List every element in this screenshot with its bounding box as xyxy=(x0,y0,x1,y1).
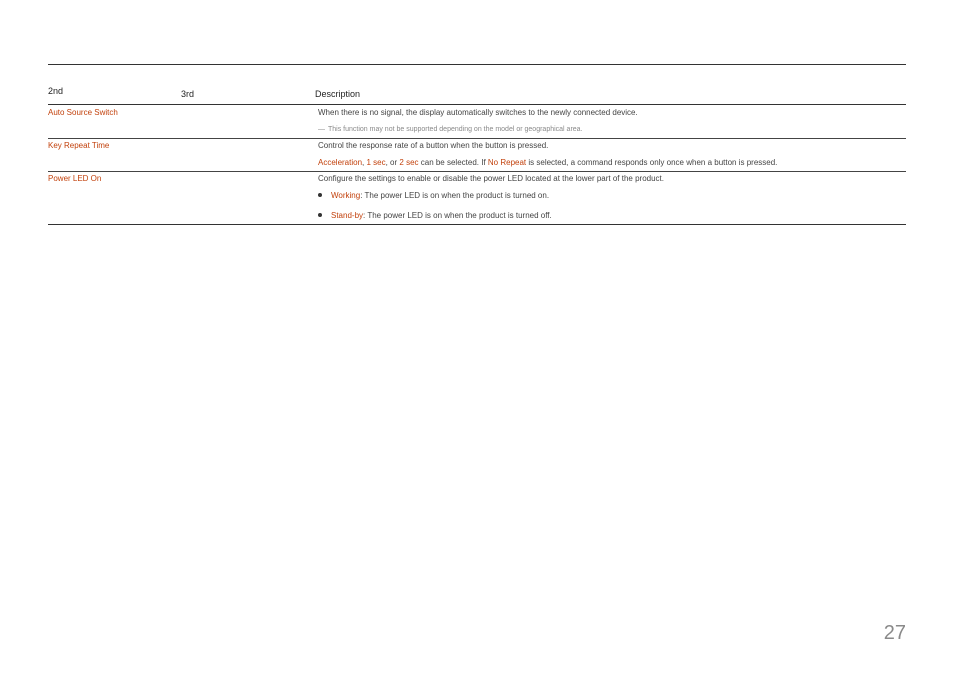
description-key-repeat-time: Control the response rate of a button when the button is pressed. xyxy=(318,141,549,150)
option-no-repeat: No Repeat xyxy=(487,158,527,167)
header-col-description: Description xyxy=(315,89,361,99)
note-auto-source-switch xyxy=(318,125,583,134)
header-col-3rd: 3rd xyxy=(181,89,195,99)
option-2-sec: 2 sec xyxy=(399,158,419,167)
bullet-dot-icon xyxy=(318,213,322,217)
options-sep-1: , xyxy=(362,158,367,167)
header-col-2nd: 2nd xyxy=(48,86,64,96)
option-1-sec: 1 sec xyxy=(366,158,386,167)
options-key-repeat-time xyxy=(318,158,777,168)
note-text: This function may not be supported depending on the model or geographical area. xyxy=(328,126,583,133)
options-mid: can be selected. If xyxy=(418,158,488,167)
options-sep-2: , or xyxy=(385,158,400,167)
note-mark-icon: ― xyxy=(318,126,325,133)
menu-item-auto-source-switch: Auto Source Switch xyxy=(48,108,118,117)
bullet-text-standby: : The power LED is on when the product is turned off. xyxy=(363,211,552,220)
options-tail: is selected, a command responds only once when a button is pressed. xyxy=(526,158,778,167)
bullet-dot-icon xyxy=(318,193,322,197)
table-bottom-rule xyxy=(48,224,906,225)
table-top-rule xyxy=(48,64,906,65)
bullet-working xyxy=(318,191,549,201)
bullet-text-working: : The power LED is on when the product is turned on. xyxy=(360,191,550,200)
description-auto-source-switch: When there is no signal, the display automatically switches to the newly connected device. xyxy=(318,108,638,117)
page-number: 27 xyxy=(883,622,906,644)
option-acceleration: Acceleration xyxy=(318,158,363,167)
bullet-label-working: Working xyxy=(331,191,361,200)
bullet-standby xyxy=(318,211,552,221)
row-rule-2 xyxy=(48,171,906,172)
row-rule-1 xyxy=(48,138,906,139)
bullet-label-standby: Stand-by xyxy=(331,211,364,220)
menu-item-key-repeat-time: Key Repeat Time xyxy=(48,141,110,150)
description-power-led-on: Configure the settings to enable or disable the power LED located at the lower part of the product. xyxy=(318,174,664,183)
header-rule xyxy=(48,104,906,105)
menu-item-power-led-on: Power LED On xyxy=(48,174,102,183)
